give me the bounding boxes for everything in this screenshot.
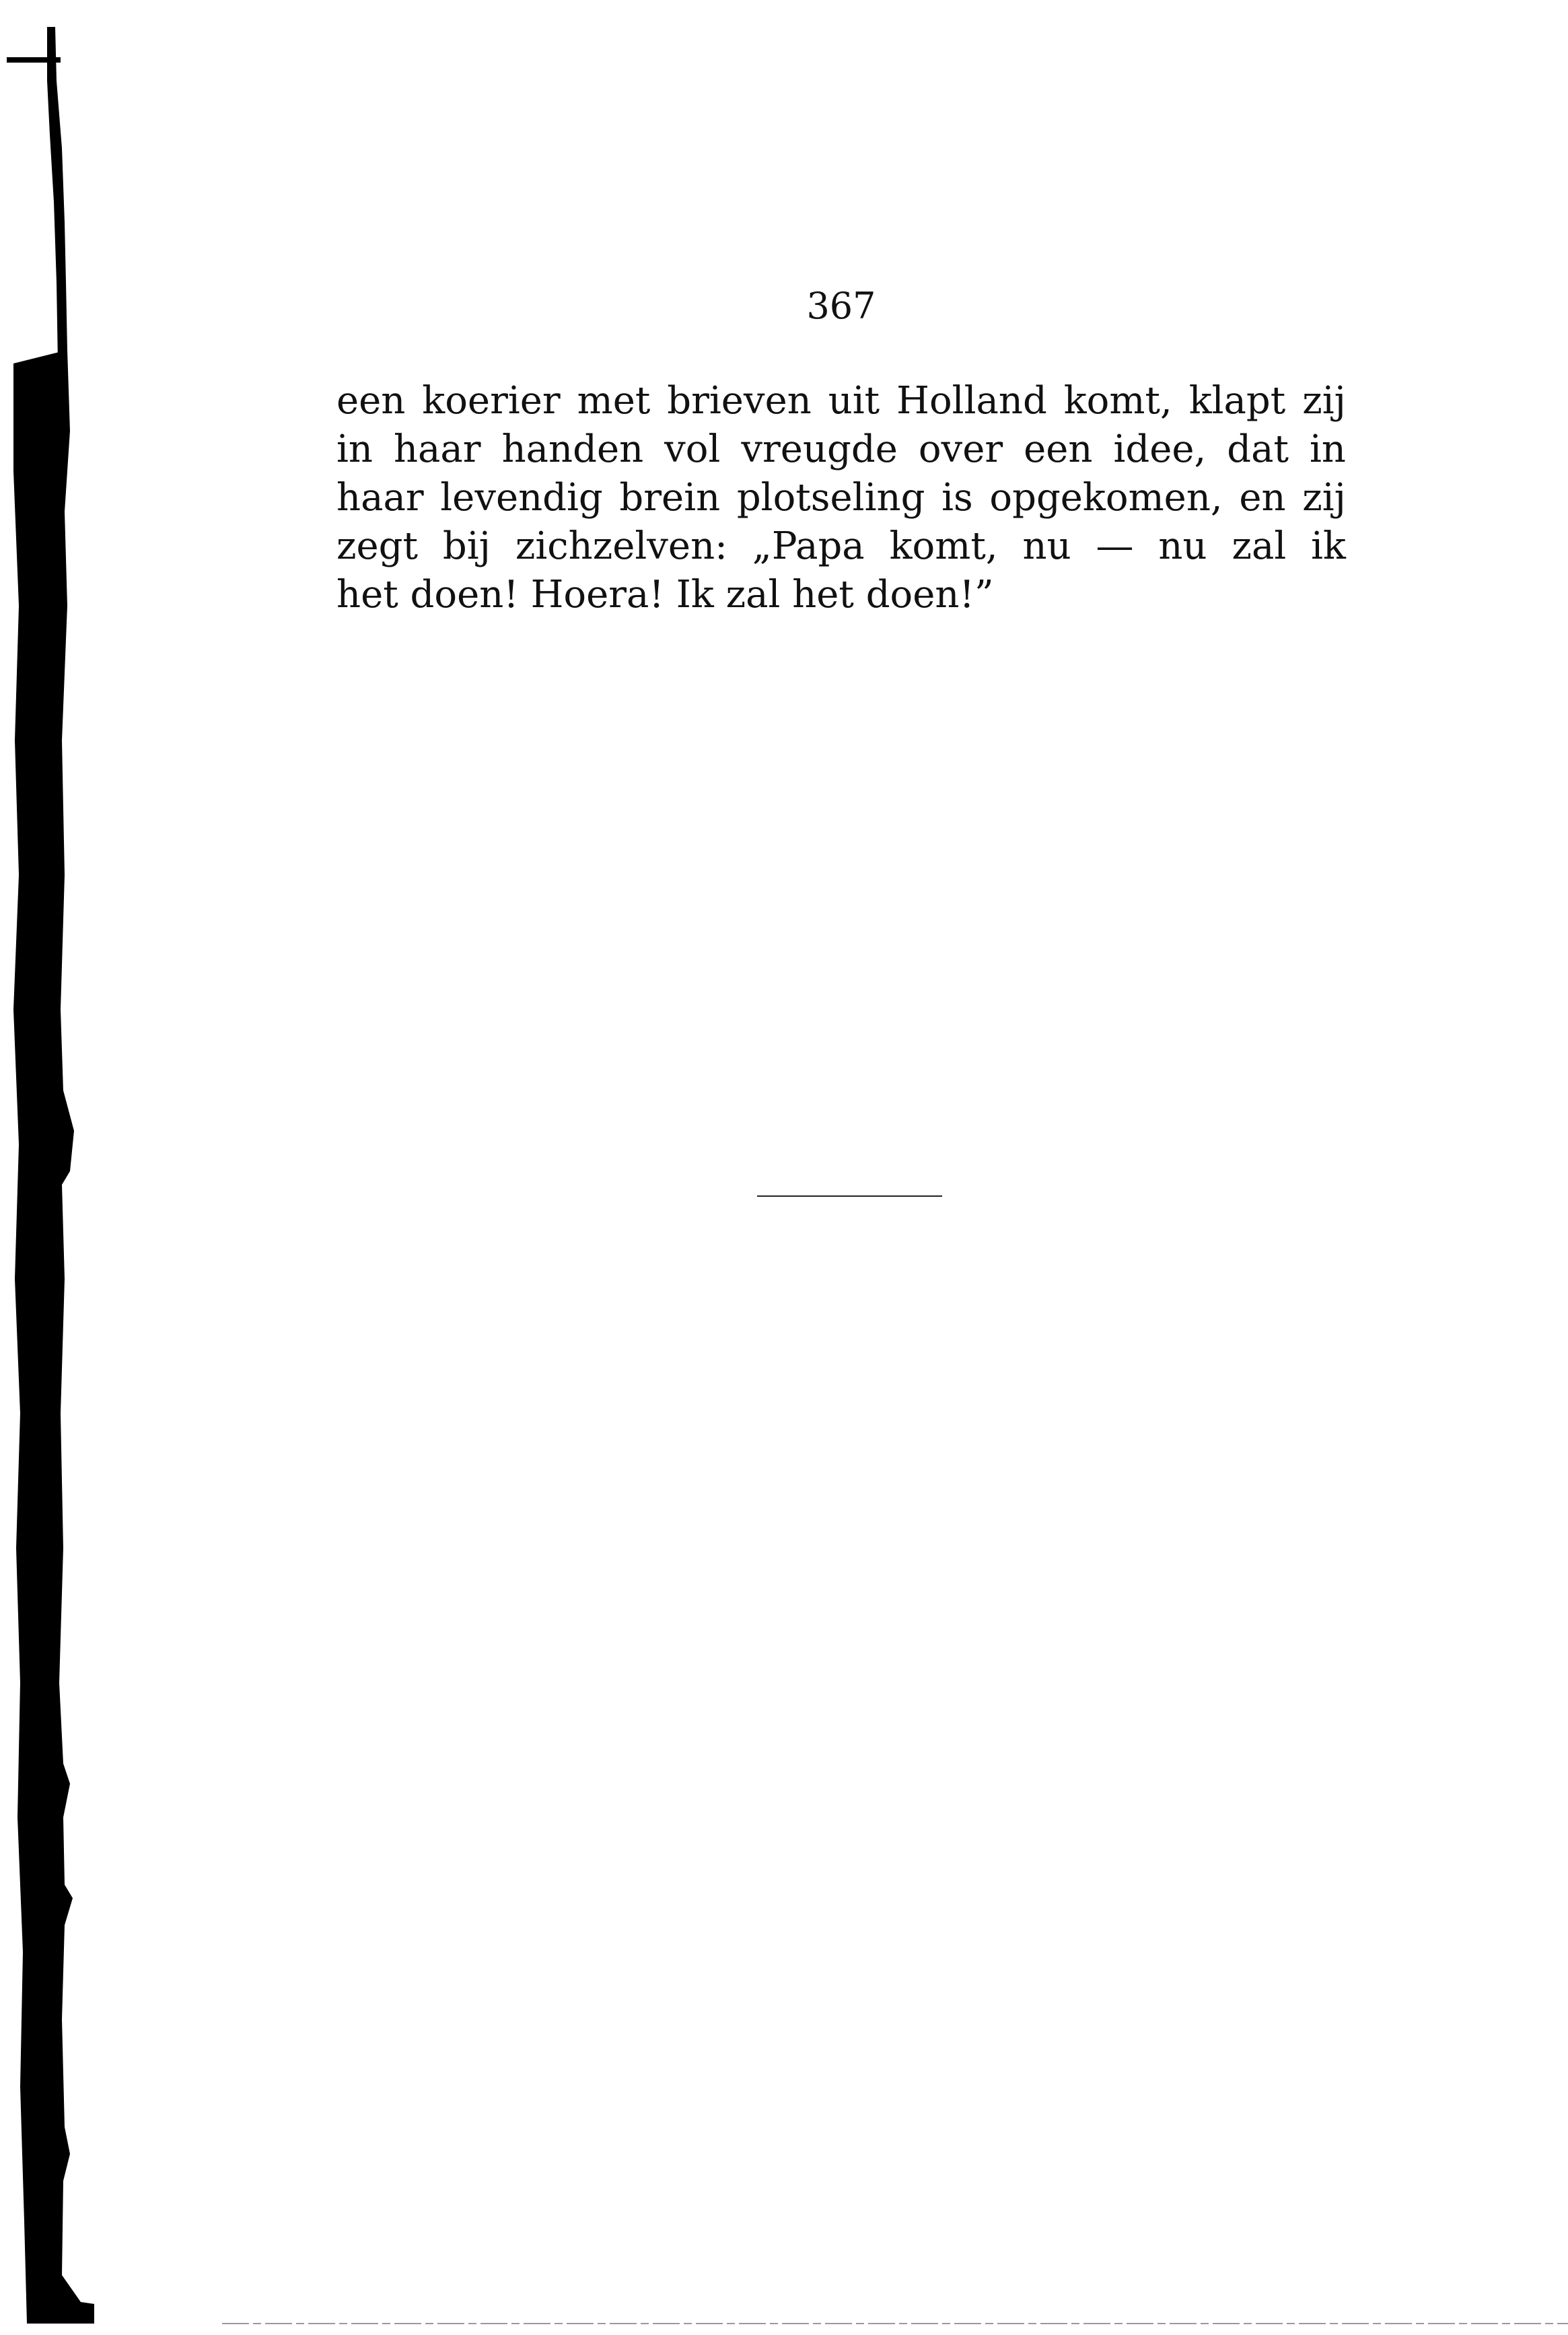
text-line: het doen! Hoera! Ik zal het doen!” <box>336 573 994 617</box>
bottom-scan-edge <box>0 2321 1568 2326</box>
text-line: haar levendig brein plotseling is opgekomen, en zij <box>336 476 1346 520</box>
paragraph <box>336 377 1346 619</box>
text-line: in haar handen vol vreugde over een idee, dat in <box>336 427 1346 471</box>
text-line: een koerier met brieven uit Holland komt, klapt zij <box>336 379 1346 423</box>
section-end-rule <box>757 1195 942 1197</box>
page-number: 367 <box>806 285 876 327</box>
text-line: zegt bij zichzelven: „Papa komt, nu — nu zal ik <box>336 524 1346 568</box>
binding-edge-shadow <box>0 0 94 2335</box>
